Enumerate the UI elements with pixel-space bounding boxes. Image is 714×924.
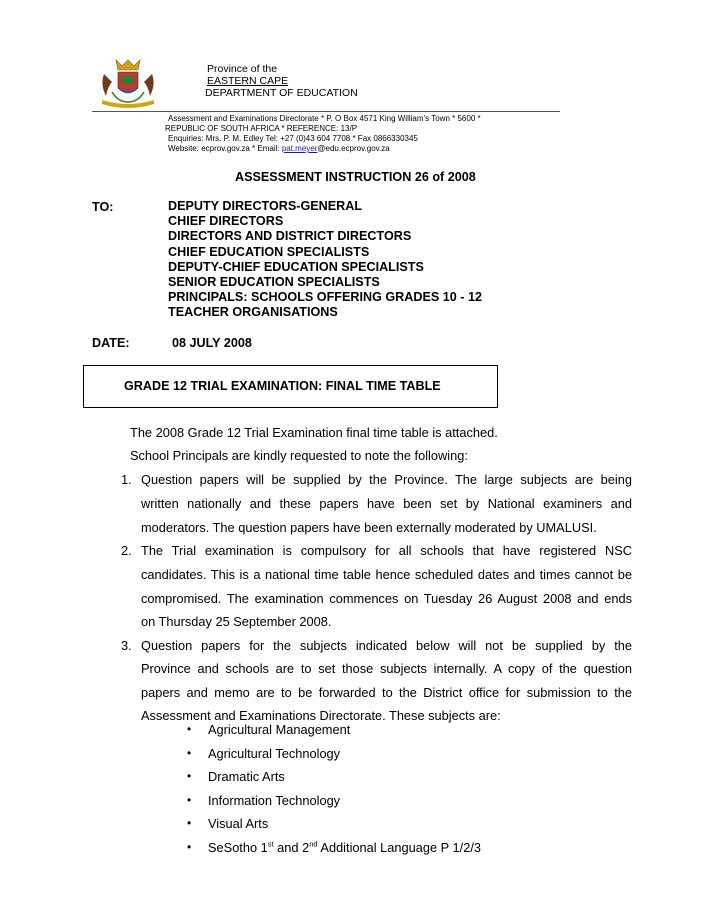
bullet-icon: • bbox=[187, 816, 192, 830]
subject-part: Additional Language P 1/2/3 bbox=[317, 840, 481, 855]
point-line: compromised. The examination commences on Tuesday 26 August 2008 and ends bbox=[141, 591, 632, 606]
ordinal-suffix: st bbox=[267, 839, 274, 849]
point-number: 3. bbox=[121, 638, 132, 653]
point-line: moderators. The question papers have been externally moderated by UMALUSI. bbox=[141, 520, 597, 535]
address-line: Assessment and Examinations Directorate * P. O Box 4571 King William’s Town * 5600 * bbox=[168, 114, 481, 123]
recipient-list bbox=[168, 199, 482, 321]
bullet-icon: • bbox=[187, 793, 192, 807]
recipient-item: SENIOR EDUCATION SPECIALISTS bbox=[168, 275, 380, 290]
subject-item: Dramatic Arts bbox=[208, 769, 285, 784]
to-label: TO: bbox=[92, 200, 114, 214]
recipient-item: DEPUTY-CHIEF EDUCATION SPECIALISTS bbox=[168, 259, 424, 274]
website-prefix: Website: ecprov.gov.za * Email: bbox=[168, 144, 282, 153]
email-link[interactable]: pat.meyer bbox=[281, 144, 318, 153]
point-line: Question papers for the subjects indicated below will not be supplied by the bbox=[141, 638, 632, 653]
point-line: written nationally and these papers have been set by National examiners and bbox=[141, 496, 632, 511]
subject-item: Information Technology bbox=[208, 793, 341, 808]
bullet-icon: • bbox=[187, 722, 192, 736]
website-line bbox=[168, 144, 390, 154]
date-label: DATE: bbox=[92, 336, 130, 350]
bullet-icon: • bbox=[187, 746, 192, 760]
coat-of-arms-logo bbox=[98, 56, 158, 110]
province-name: EASTERN CAPE bbox=[207, 75, 289, 87]
header-divider bbox=[92, 111, 560, 112]
date-value: 08 JULY 2008 bbox=[172, 336, 252, 350]
point-line: Question papers will be supplied by the Province. The large subjects are being bbox=[141, 472, 632, 487]
recipient-item: TEACHER ORGANISATIONS bbox=[168, 305, 338, 320]
recipient-item: CHIEF EDUCATION SPECIALISTS bbox=[168, 244, 370, 259]
point-line: papers and memo are to be forwarded to the District office for submission to the bbox=[141, 685, 632, 700]
province-line: Province of the bbox=[207, 63, 278, 75]
subject-item: Visual Arts bbox=[208, 816, 269, 831]
point-line: Province and schools are to set those subjects internally. A copy of the question bbox=[141, 661, 632, 676]
ordinal-suffix: nd bbox=[309, 839, 318, 849]
department-name: DEPARTMENT OF EDUCATION bbox=[205, 87, 358, 99]
bullet-icon: • bbox=[187, 769, 192, 783]
subject-item bbox=[208, 840, 481, 855]
subject-part: SeSotho 1 bbox=[208, 840, 268, 855]
point-line: The Trial examination is compulsory for all schools that have registered NSC bbox=[141, 543, 632, 558]
point-number: 2. bbox=[121, 543, 132, 558]
enquiries-line: Enquiries: Mrs. P. M. Edley Tel: +27 (0)43 604 7708 * Fax 0866330345 bbox=[168, 134, 418, 143]
point-line: Assessment and Examinations Directorate. These subjects are: bbox=[141, 708, 501, 723]
intro-line: School Principals are kindly requested to note the following: bbox=[130, 448, 468, 463]
subject-heading: GRADE 12 TRIAL EXAMINATION: FINAL TIME TABLE bbox=[124, 379, 441, 393]
email-domain: @edu.ecprov.gov.za bbox=[317, 144, 390, 153]
point-number: 1. bbox=[121, 472, 132, 487]
recipient-item: DIRECTORS AND DISTRICT DIRECTORS bbox=[168, 229, 412, 244]
recipient-item: DEPUTY DIRECTORS-GENERAL bbox=[168, 199, 363, 213]
country-reference: REPUBLIC OF SOUTH AFRICA * REFERENCE: 13/P bbox=[165, 124, 358, 133]
subject-item: Agricultural Technology bbox=[208, 746, 341, 761]
point-line: candidates. This is a national time table hence scheduled dates and times cannot be bbox=[141, 567, 632, 582]
intro-line: The 2008 Grade 12 Trial Examination final time table is attached. bbox=[130, 425, 498, 440]
subject-item: Agricultural Management bbox=[208, 722, 351, 737]
subject-part: and 2 bbox=[273, 840, 310, 855]
point-line: on Thursday 25 September 2008. bbox=[141, 614, 332, 629]
recipient-item: PRINCIPALS: SCHOOLS OFFERING GRADES 10 - 12 bbox=[168, 290, 482, 305]
recipient-item: CHIEF DIRECTORS bbox=[168, 214, 284, 229]
bullet-icon: • bbox=[187, 840, 192, 854]
document-title: ASSESSMENT INSTRUCTION 26 of 2008 bbox=[235, 170, 476, 184]
